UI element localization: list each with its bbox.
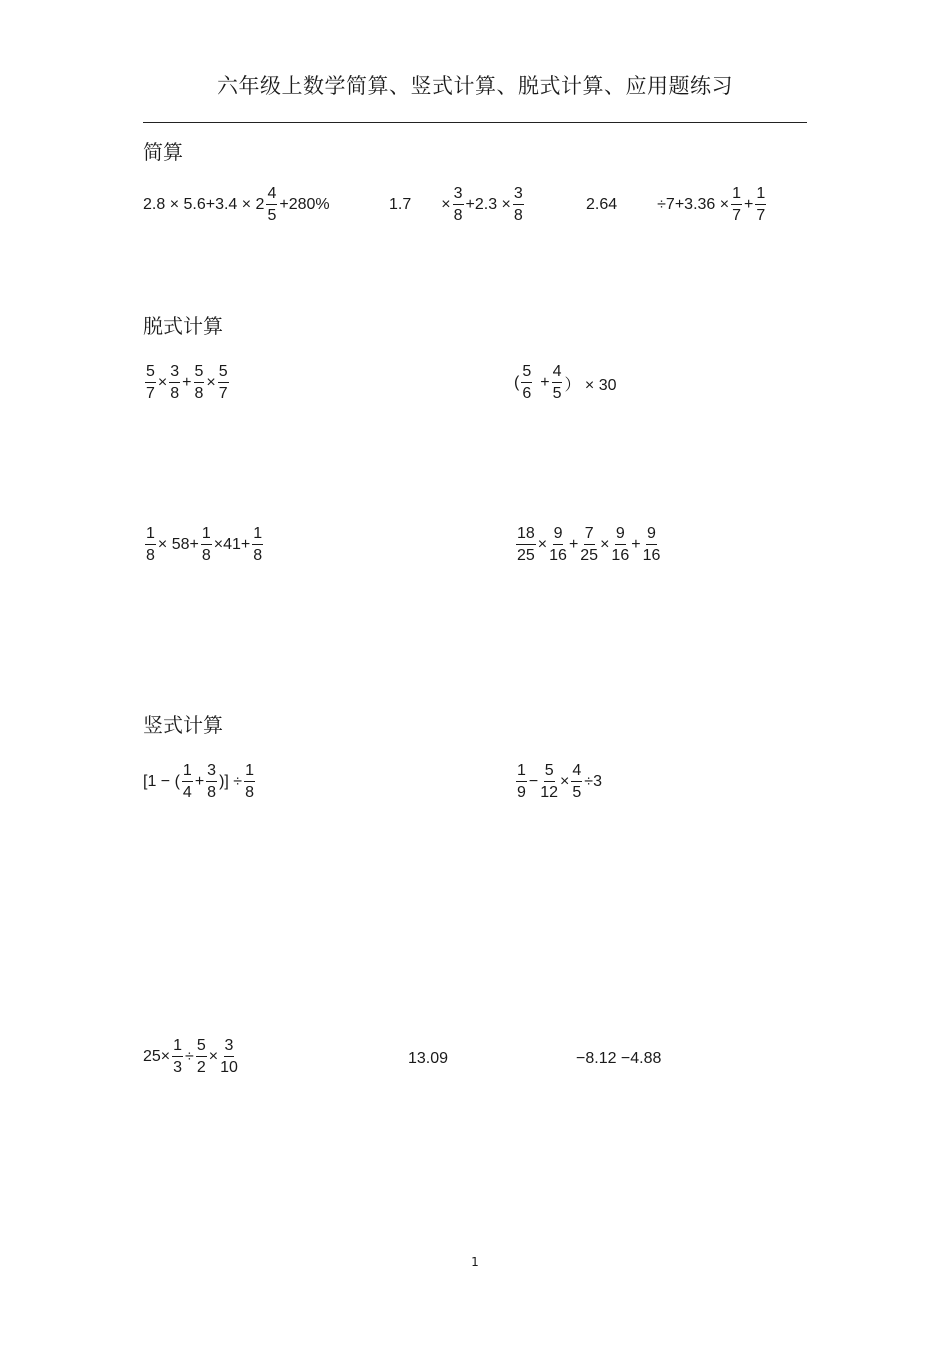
denominator: 8 (207, 784, 217, 801)
denominator: 7 (732, 207, 741, 224)
shushi-expression-1 (143, 763, 257, 801)
operator: ( (514, 374, 520, 391)
denominator: 3 (173, 1059, 183, 1076)
shushi-expression-3 (143, 1038, 240, 1076)
operator: × (600, 536, 610, 553)
fraction (453, 186, 464, 224)
fraction (549, 526, 567, 564)
expr-text: 2.64 (586, 196, 618, 213)
fraction (540, 763, 558, 801)
denominator: 25 (580, 547, 599, 564)
numerator: 3 (169, 364, 180, 383)
fraction (220, 1038, 238, 1076)
fraction (244, 763, 255, 801)
fraction (513, 186, 524, 224)
title-divider (143, 122, 807, 123)
numerator: 1 (252, 526, 263, 545)
shushi-expression-5 (576, 1050, 661, 1068)
numerator: 1 (244, 763, 255, 782)
fraction (643, 526, 661, 564)
denominator: 16 (549, 547, 567, 564)
fraction (194, 364, 205, 402)
fraction (580, 526, 598, 564)
operator: × (157, 374, 168, 391)
numerator: 9 (615, 526, 626, 545)
operator: + (631, 536, 641, 553)
numerator: 1 (145, 526, 156, 545)
numerator: 7 (584, 526, 595, 545)
numerator: 3 (513, 186, 524, 205)
denominator: 12 (540, 784, 559, 801)
denominator: 8 (146, 547, 155, 564)
expr-text: + (744, 196, 754, 213)
expr-text: 2.8 × 5.6+3.4 × 2 (143, 196, 265, 213)
numerator: 5 (194, 364, 205, 383)
operator: × (206, 374, 216, 391)
tuoshi-expression-1 (143, 364, 231, 402)
fraction (145, 526, 156, 564)
denominator: 25 (517, 547, 535, 564)
fraction (516, 526, 536, 564)
operator: × 58+ (157, 536, 199, 553)
numerator: 4 (266, 186, 277, 205)
denominator: 5 (267, 207, 277, 224)
tuoshi-expression-2 (514, 364, 617, 402)
operator: ×41+ (213, 536, 251, 553)
expr-text: +280% (279, 196, 330, 213)
jiansuan-expression-1 (143, 186, 330, 224)
fraction (196, 1038, 207, 1076)
expr-text: 13.09 (408, 1050, 449, 1067)
denominator: 8 (245, 784, 254, 801)
operator: ÷3 (584, 773, 602, 790)
tuoshi-expression-4 (514, 526, 662, 564)
numerator: 5 (544, 763, 555, 782)
fraction (266, 186, 277, 224)
fraction (201, 526, 212, 564)
operator: + (182, 374, 192, 391)
numerator: 9 (553, 526, 564, 545)
shushi-expression-2 (514, 763, 602, 801)
fraction (206, 763, 217, 801)
expr-text: )] ÷ (219, 773, 243, 790)
numerator: 4 (571, 763, 582, 782)
jiansuan-expression-2 (389, 186, 526, 224)
expr-text: × (441, 196, 451, 213)
denominator: 6 (522, 385, 532, 402)
fraction (172, 1038, 183, 1076)
numerator: 5 (521, 364, 532, 383)
denominator: 10 (220, 1059, 238, 1076)
fraction (182, 763, 193, 801)
operator: + (568, 536, 579, 553)
expr-text: ÷7+3.36 × (657, 196, 730, 213)
denominator: 8 (201, 547, 211, 564)
fraction (145, 364, 156, 402)
denominator: 7 (218, 385, 228, 402)
denominator: 8 (453, 207, 463, 224)
page-number: 1 (471, 1255, 479, 1269)
expr-text: 1.7 (389, 196, 412, 213)
fraction (731, 186, 742, 224)
operator: − (528, 773, 539, 790)
denominator: 8 (513, 207, 523, 224)
operator: × (560, 773, 570, 790)
numerator: 18 (516, 526, 536, 545)
fraction (611, 526, 629, 564)
operator: ÷ (185, 1048, 194, 1065)
denominator: 16 (642, 547, 661, 564)
expr-text: 25× (143, 1048, 171, 1065)
numerator: 3 (453, 186, 464, 205)
operator: + (540, 374, 550, 391)
operator: × (537, 536, 548, 553)
fraction (552, 364, 563, 402)
denominator: 7 (756, 207, 766, 224)
fraction (521, 364, 532, 402)
denominator: 4 (182, 784, 192, 801)
denominator: 5 (572, 784, 582, 801)
section-heading-jiansuan: 简算 (143, 140, 183, 164)
fraction (755, 186, 766, 224)
tuoshi-expression-3 (143, 526, 265, 564)
denominator: 8 (253, 547, 263, 564)
numerator: 1 (201, 526, 212, 545)
operator: + (194, 773, 205, 790)
denominator: 2 (196, 1059, 206, 1076)
jiansuan-expression-3 (586, 186, 768, 224)
numerator: 1 (755, 186, 766, 205)
operator: × (208, 1048, 219, 1065)
numerator: 5 (145, 364, 156, 383)
denominator: 16 (611, 547, 630, 564)
denominator: 5 (552, 385, 562, 402)
numerator: 5 (196, 1038, 207, 1057)
expr-text: −8.12 −4.88 (576, 1050, 662, 1067)
shushi-expression-4 (408, 1050, 448, 1068)
numerator: 4 (552, 364, 563, 383)
numerator: 1 (731, 186, 742, 205)
numerator: 3 (206, 763, 217, 782)
denominator: 8 (170, 385, 180, 402)
expr-text: +2.3 × (465, 196, 511, 213)
fraction (516, 763, 527, 801)
numerator: 1 (172, 1038, 183, 1057)
numerator: 1 (516, 763, 527, 782)
section-heading-shushi: 竖式计算 (143, 713, 223, 737)
numerator: 5 (218, 364, 229, 383)
page-title: 六年级上数学简算、竖式计算、脱式计算、应用题练习 (217, 74, 733, 98)
section-heading-tuoshi: 脱式计算 (143, 314, 223, 338)
denominator: 9 (517, 784, 526, 801)
fraction (571, 763, 582, 801)
fraction (169, 364, 180, 402)
denominator: 7 (146, 385, 155, 402)
expr-text: ） × 30 (564, 376, 617, 394)
numerator: 9 (646, 526, 657, 545)
numerator: 3 (224, 1038, 235, 1057)
fraction (252, 526, 263, 564)
expr-text: [1 − ( (143, 773, 180, 790)
numerator: 1 (182, 763, 193, 782)
denominator: 8 (194, 385, 204, 402)
fraction (218, 364, 229, 402)
